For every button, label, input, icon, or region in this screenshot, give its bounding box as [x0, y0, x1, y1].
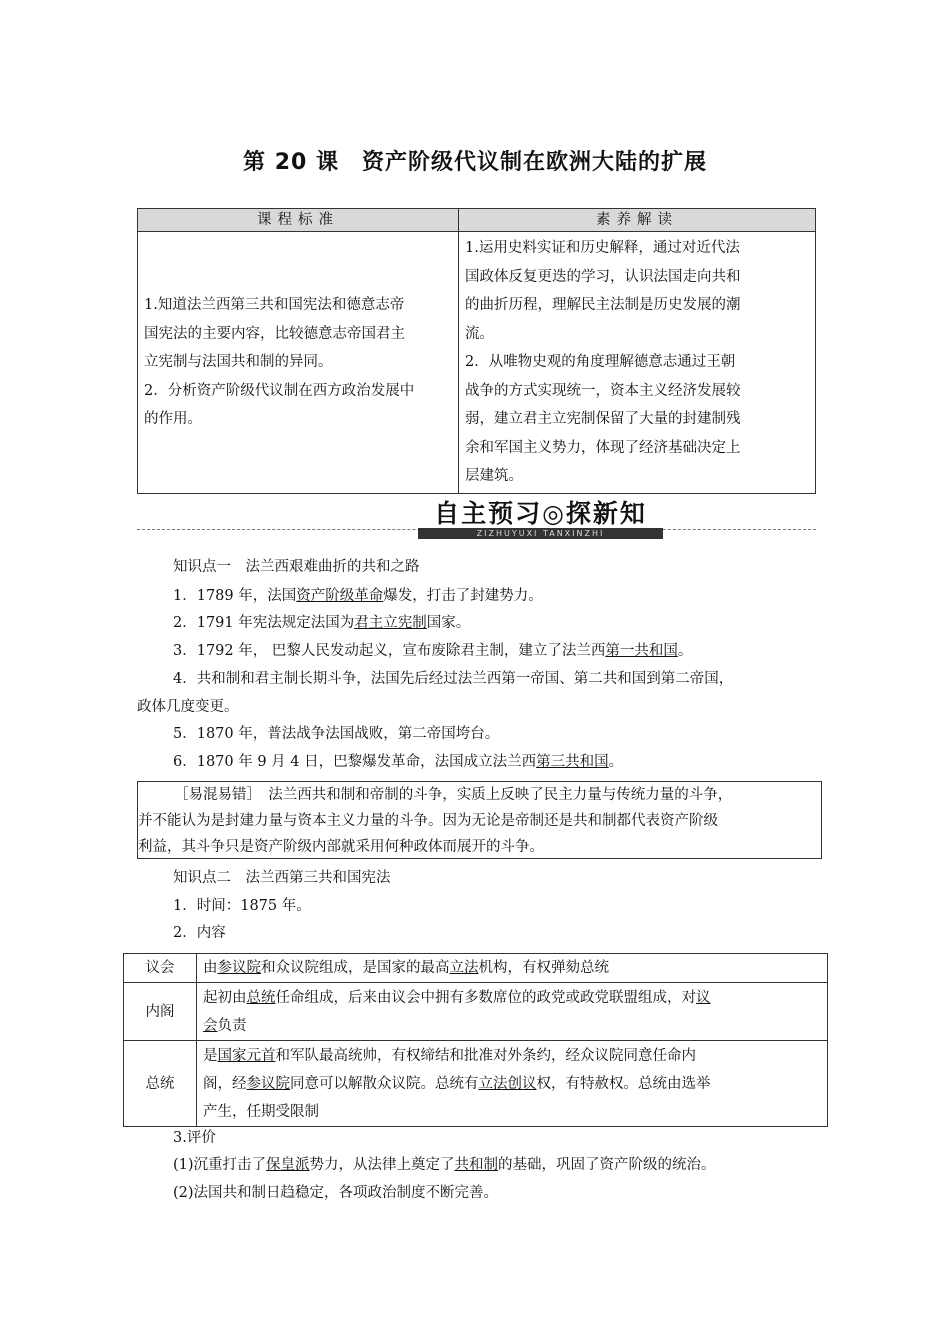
section-banner: [418, 494, 663, 539]
literacy-line: 流。: [465, 325, 494, 342]
literacy-line: 2．从唯物史观的角度理解德意志通过王朝: [465, 354, 736, 370]
standards-line: 2．分析资产阶级代议制在西方政治发展中: [144, 382, 415, 399]
k1-item-5: 5．1870 年，普法战争法国战败，第二帝国垮台。: [173, 726, 500, 742]
literacy-line: 层建筑。: [465, 468, 523, 484]
common-mistake-box: [137, 781, 822, 859]
curriculum-table: [137, 208, 816, 494]
note-line: ［易混易错］ 法兰西共和制和帝制的斗争，实质上反映了民主力量与传统力量的斗争，: [174, 787, 733, 803]
row-key-president: 总统: [124, 1041, 197, 1127]
literacy-line: 战争的方式实现统一，资本主义经济发展较: [465, 382, 741, 399]
literacy-line: 余和军国主义势力，体现了经济基础决定上: [465, 439, 741, 456]
header-standards: 课程标准: [138, 209, 459, 232]
k2-time: 1．时间：1875 年。: [173, 898, 311, 914]
row-value-president: 是国家元首和军队最高统帅，有权缔结和批准对外条约，经众议院同意任命内 阁，经参议院同意可以解散众议院。总统有立法创议权，有特赦权。总统由选举 产生，任期受限制: [197, 1041, 828, 1127]
literacy-line: 国政体反复更迭的学习，认识法国走向共和: [465, 268, 741, 285]
k1-item-6: 6．1870 年 9 月 4 日，巴黎爆发革命，法国成立法兰西第三共和国。: [173, 754, 624, 770]
note-line: 并不能认为是封建力量与资本主义力量的斗争。因为无论是帝制还是共和制都代表资产阶级: [138, 813, 718, 829]
header-literacy: 素养解读: [459, 209, 816, 232]
literacy-line: 弱，建立君主立宪制保留了大量的封建制残: [465, 411, 741, 427]
note-line: 利益，其斗争只是资产阶级内部就采用何种政体而展开的斗争。: [138, 839, 544, 855]
k2-eval-2: (2)法国共和制日趋稳定，各项政治制度不断完善。: [173, 1185, 499, 1201]
literacy-line: 的曲折历程，理解民主法制是历史发展的潮: [465, 297, 741, 313]
literacy-line: 1.运用史料实证和历史解释，通过对近代法: [465, 240, 740, 256]
constitution-table: [123, 953, 828, 1127]
k1-item-3: 3．1792 年， 巴黎人民发动起义，宣布废除君主制，建立了法兰西第一共和国。: [173, 643, 693, 659]
standards-cell: [138, 232, 459, 494]
k1-item-1: 1．1789 年，法国资产阶级革命爆发，打击了封建势力。: [173, 588, 543, 604]
row-value-cabinet: 起初由总统任命组成，后来由议会中拥有多数席位的政党或政党联盟组成，对议 会负责: [197, 983, 828, 1041]
standards-line: 的作用。: [144, 411, 202, 427]
row-value-parliament: 由参议院和众议院组成，是国家的最高立法机构，有权弹劾总统: [197, 954, 828, 983]
k2-eval: 3.评价: [173, 1130, 216, 1146]
page-title: 第 20 课 资产阶级代议制在欧洲大陆的扩展: [243, 150, 707, 175]
standards-line: 国宪法的主要内容，比较德意志帝国君主: [144, 325, 405, 342]
row-key-cabinet: 内阁: [124, 983, 197, 1041]
banner-title: 自主预习◎探新知: [418, 494, 663, 528]
k2-heading: 知识点二 法兰西第三共和国宪法: [173, 870, 391, 886]
k1-item-4: 4．共和制和君主制长期斗争，法国先后经过法兰西第一帝国、第二共和国到第二帝国，: [173, 671, 734, 687]
k1-heading: 知识点一 法兰西艰难曲折的共和之路: [173, 559, 420, 575]
literacy-cell: [459, 232, 816, 494]
banner-subtitle: ZIZHUYUXI TANXINZHI: [418, 528, 663, 539]
row-key-parliament: 议会: [124, 954, 197, 983]
k1-item-4-cont: 政体几度变更。: [137, 699, 239, 715]
k2-content: 2．内容: [173, 925, 226, 941]
k2-eval-1: (1)沉重打击了保皇派势力，从法律上奠定了共和制的基础，巩固了资产阶级的统治。: [173, 1157, 716, 1173]
standards-line: 1.知道法兰西第三共和国宪法和德意志帝: [144, 297, 405, 313]
k1-item-2: 2．1791 年宪法规定法国为君主立宪制国家。: [173, 615, 471, 631]
standards-line: 立宪制与法国共和制的异同。: [144, 354, 333, 370]
